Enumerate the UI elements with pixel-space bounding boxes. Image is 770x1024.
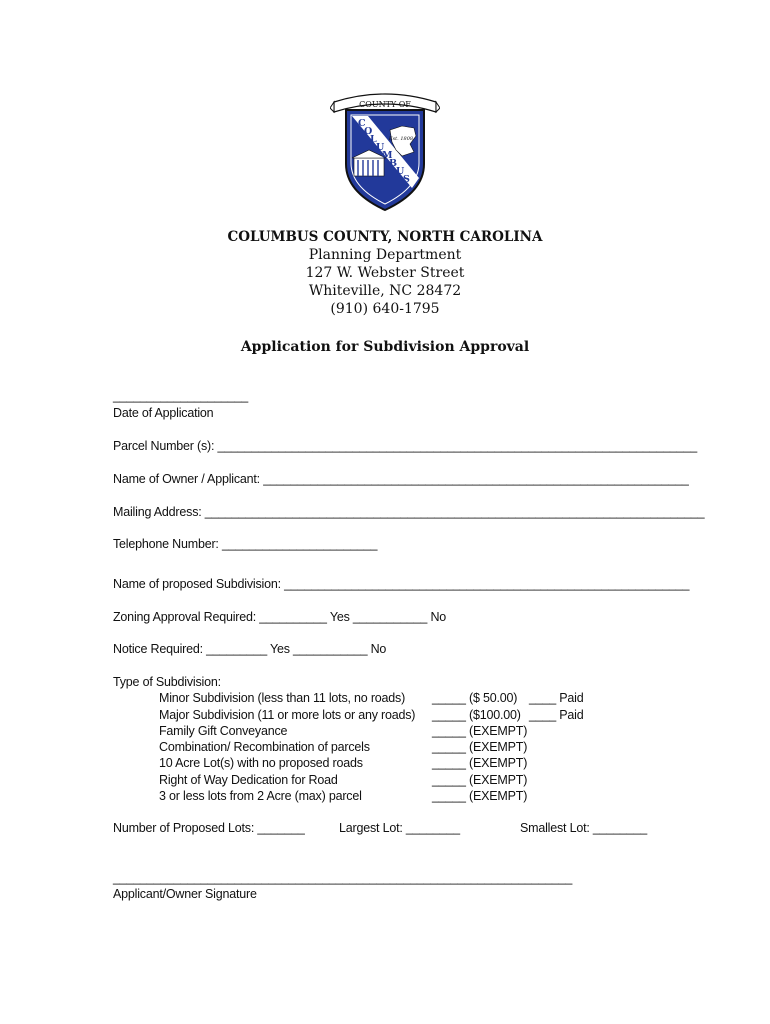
owner-name-field[interactable]: Name of Owner / Applicant: _______________________________________________________________ (113, 472, 689, 486)
signature-label: Applicant/Owner Signature (113, 887, 257, 901)
subdivision-type-item: 10 Acre Lot(s) with no proposed roads (159, 756, 363, 770)
subdivision-name-field[interactable]: Name of proposed Subdivision: ____________________________________________________________ (113, 577, 690, 591)
paid-checkbox-line[interactable]: ____ Paid (529, 708, 584, 722)
notice-required-field[interactable]: Notice Required: _________ Yes ___________ No (113, 642, 387, 656)
subdivision-type-item: Major Subdivision (11 or more lots or any roads) (159, 708, 416, 722)
paid-checkbox-line[interactable]: ____ Paid (529, 691, 584, 705)
seal-letter: C (358, 118, 366, 129)
fee-checkbox-line[interactable]: _____ (EXEMPT) (432, 756, 528, 770)
seal-letter: O (364, 126, 373, 137)
county-seal-logo (330, 92, 440, 212)
subdivision-type-item: 3 or less lots from 2 Acre (max) parcel (159, 789, 362, 803)
seal-letter: L (370, 134, 377, 145)
form-title: Application for Subdivision Approval (240, 339, 530, 355)
fee-checkbox-line[interactable]: _____ (EXEMPT) (432, 740, 528, 754)
subdivision-type-label: Type of Subdivision: (113, 675, 221, 689)
telephone-field[interactable]: Telephone Number: _______________________ (113, 537, 378, 551)
fee-checkbox-line[interactable]: _____ ($ 50.00) (432, 691, 518, 705)
fee-checkbox-line[interactable]: _____ (EXEMPT) (432, 773, 528, 787)
fee-checkbox-line[interactable]: _____ ($100.00) (432, 708, 521, 722)
department-name: Planning Department (308, 247, 462, 263)
phone-number: (910) 640-1795 (330, 301, 440, 317)
signature-line[interactable]: ____________________________________________________________________ (113, 871, 573, 885)
date-blank-line[interactable]: ____________________ (113, 389, 249, 403)
seal-letter: B (389, 158, 398, 169)
city-state-zip: Whiteville, NC 28472 (308, 283, 462, 299)
proposed-lots-field[interactable]: Number of Proposed Lots: _______ (113, 821, 305, 835)
largest-lot-field[interactable]: Largest Lot: ________ (339, 821, 460, 835)
subdivision-type-item: Right of Way Dedication for Road (159, 773, 338, 787)
seal-established: Est. 1808 (388, 136, 414, 142)
zoning-approval-field[interactable]: Zoning Approval Required: __________ Yes ___________ No (113, 610, 447, 624)
seal-banner-text: COUNTY OF (359, 100, 411, 109)
date-label: Date of Application (113, 406, 214, 420)
fee-checkbox-line[interactable]: _____ (EXEMPT) (432, 789, 528, 803)
mailing-address-field[interactable]: Mailing Address: __________________________________________________________________________ (113, 505, 705, 519)
seal-letter: S (403, 174, 410, 185)
subdivision-type-item: Combination/ Recombination of parcels (159, 740, 370, 754)
seal-letter: U (396, 166, 405, 177)
seal-letter: M (382, 150, 393, 161)
parcel-number-field[interactable]: Parcel Number (s): _______________________________________________________________________ (113, 439, 697, 453)
county-title: COLUMBUS COUNTY, NORTH CAROLINA (227, 229, 543, 245)
smallest-lot-field[interactable]: Smallest Lot: ________ (520, 821, 647, 835)
street-address: 127 W. Webster Street (305, 265, 465, 281)
subdivision-type-item: Minor Subdivision (less than 11 lots, no roads) (159, 691, 406, 705)
seal-letter: U (376, 142, 385, 153)
subdivision-type-item: Family Gift Conveyance (159, 724, 288, 738)
fee-checkbox-line[interactable]: _____ (EXEMPT) (432, 724, 528, 738)
